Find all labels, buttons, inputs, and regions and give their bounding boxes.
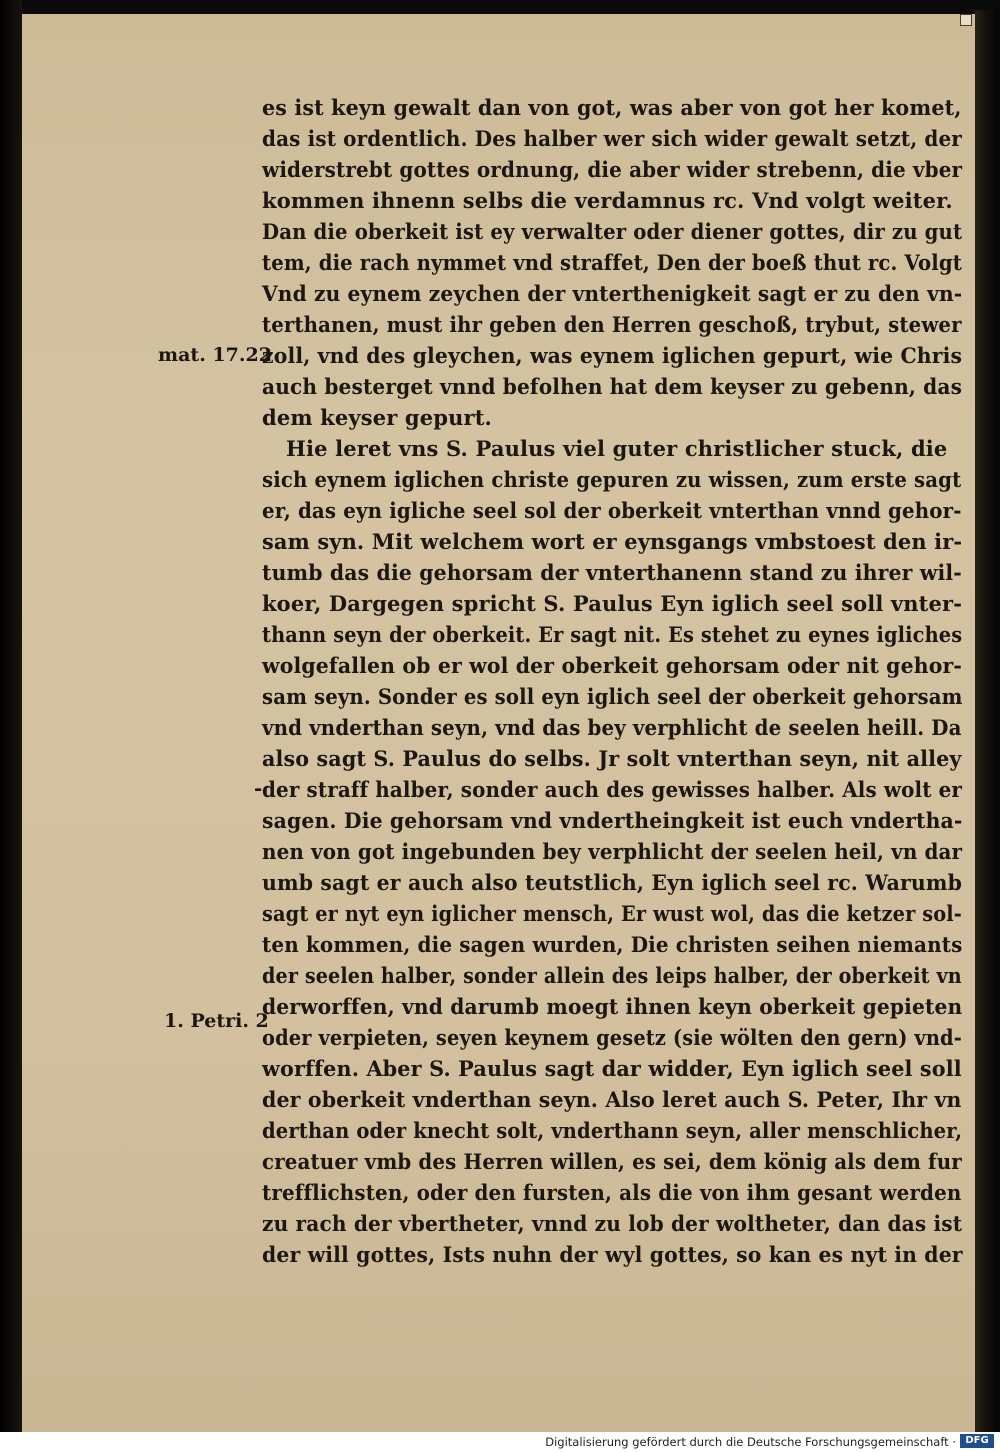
- text-line: ten kommen, die sagen wurden, Die christen seihen niemants: [262, 932, 963, 957]
- text-line: nen von got ingebunden bey verphlicht der seelen heil, vn dar: [262, 839, 963, 864]
- text-line: tem, die rach nymmet vnd straffet, Den der boeß thut rc. Volgt: [262, 250, 962, 275]
- text-line: worffen. Aber S. Paulus sagt dar widder, Eyn iglich seel soll: [262, 1056, 962, 1081]
- scan-left-edge: [0, 0, 22, 1432]
- text-line: der oberkeit vnderthan seyn. Also leret auch S. Peter, Ihr vn: [262, 1087, 962, 1112]
- text-line: koer, Dargegen spricht S. Paulus Eyn iglich seel soll vnter-: [262, 591, 963, 616]
- text-line: es ist keyn gewalt dan von got, was aber von got her komet,: [262, 95, 962, 120]
- text-line: sich eynem iglichen christe gepuren zu wissen, zum erste sagt: [262, 467, 962, 492]
- text-line: also sagt S. Paulus do selbs. Jr solt vnterthan seyn, nit alley: [262, 746, 962, 771]
- text-line: derworffen, vnd darumb moegt ihnen keyn oberkeit gepieten: [262, 994, 963, 1019]
- main-text-block: [262, 92, 962, 1270]
- text-line: tumb das die gehorsam der vnterthanenn stand zu ihrer wil-: [262, 560, 962, 585]
- text-line: der straff halber, sonder auch des gewisses halber. Als wolt er: [262, 777, 963, 802]
- text-line: vnd vnderthan seyn, vnd das bey verphlicht de seelen heill. Da: [262, 715, 962, 740]
- text-line: sagt er nyt eyn iglicher mensch, Er wust wol, das die ketzer sol-: [262, 901, 962, 926]
- text-line: der seelen halber, sonder allein des leips halber, der oberkeit vn: [262, 963, 962, 988]
- footer-credit: Digitalisierung gefördert durch die Deutsche Forschungsgemeinschaft: [545, 1435, 949, 1449]
- text-line: kommen ihnenn selbs die verdamnus rc. Vnd volgt weiter.: [262, 188, 953, 213]
- text-line: oder verpieten, seyen keynem gesetz (sie wölten den gern) vnd-: [262, 1025, 962, 1050]
- text-line: Hie leret vns S. Paulus viel guter christlicher stuck, die: [286, 436, 948, 461]
- text-line: Dan die oberkeit ist ey verwalter oder diener gottes, dir zu gut: [262, 219, 963, 244]
- marginal-note-mat: mat. 17.22: [158, 344, 272, 366]
- text-line: trefflichsten, oder den fursten, als die von ihm gesant werden: [262, 1180, 962, 1205]
- corner-mark: [960, 14, 972, 26]
- footer-credit-row: [545, 1435, 956, 1449]
- margin-dash-mark: -: [254, 776, 263, 800]
- text-line: widerstrebt gottes ordnung, die aber wider strebenn, die vber: [262, 157, 963, 182]
- text-line: das ist ordentlich. Des halber wer sich wider gewalt setzt, der: [262, 126, 962, 151]
- text-line: auch besterget vnnd befolhen hat dem keyser zu gebenn, das: [262, 374, 963, 399]
- text-line: wolgefallen ob er wol der oberkeit gehorsam oder nit gehor-: [262, 653, 963, 678]
- text-line: derthan oder knecht solt, vnderthann seyn, aller menschlicher,: [262, 1118, 963, 1143]
- text-line: umb sagt er auch also teutstlich, Eyn iglich seel rc. Warumb: [262, 870, 963, 895]
- footer-bar: [0, 1432, 1000, 1452]
- text-line: terthanen, must ihr geben den Herren geschoß, trybut, stewer: [262, 312, 962, 337]
- text-line: er, das eyn igliche seel sol der oberkeit vnterthan vnnd gehor-: [262, 498, 962, 523]
- dfg-logo: DFG: [960, 1434, 994, 1448]
- text-line: Vnd zu eynem zeychen der vnterthenigkeit sagt er zu den vn-: [262, 281, 963, 306]
- footer-separator: ·: [952, 1435, 956, 1449]
- text-line: sam syn. Mit welchem wort er eynsgangs vmbstoest den ir-: [262, 529, 963, 554]
- text-line: der will gottes, Ists nuhn der wyl gottes, so kan es nyt in der: [262, 1242, 963, 1267]
- text-line: zoll, vnd des gleychen, was eynem iglichen gepurt, wie Chris: [262, 343, 963, 368]
- text-line: thann seyn der oberkeit. Er sagt nit. Es stehet zu eynes igliches: [262, 622, 963, 647]
- book-spine-edge: [975, 10, 999, 1434]
- text-line: zu rach der vbertheter, vnnd zu lob der woltheter, dan das ist: [262, 1211, 963, 1236]
- text-line: creatuer vmb des Herren willen, es sei, dem könig als dem fur: [262, 1149, 962, 1174]
- text-line: sagen. Die gehorsam vnd vndertheingkeit ist euch vndertha-: [262, 808, 963, 833]
- marginal-note-petri: 1. Petri. 2: [164, 1010, 269, 1032]
- text-line: dem keyser gepurt.: [262, 405, 493, 430]
- text-line: sam seyn. Sonder es soll eyn iglich seel der oberkeit gehorsam: [262, 684, 963, 709]
